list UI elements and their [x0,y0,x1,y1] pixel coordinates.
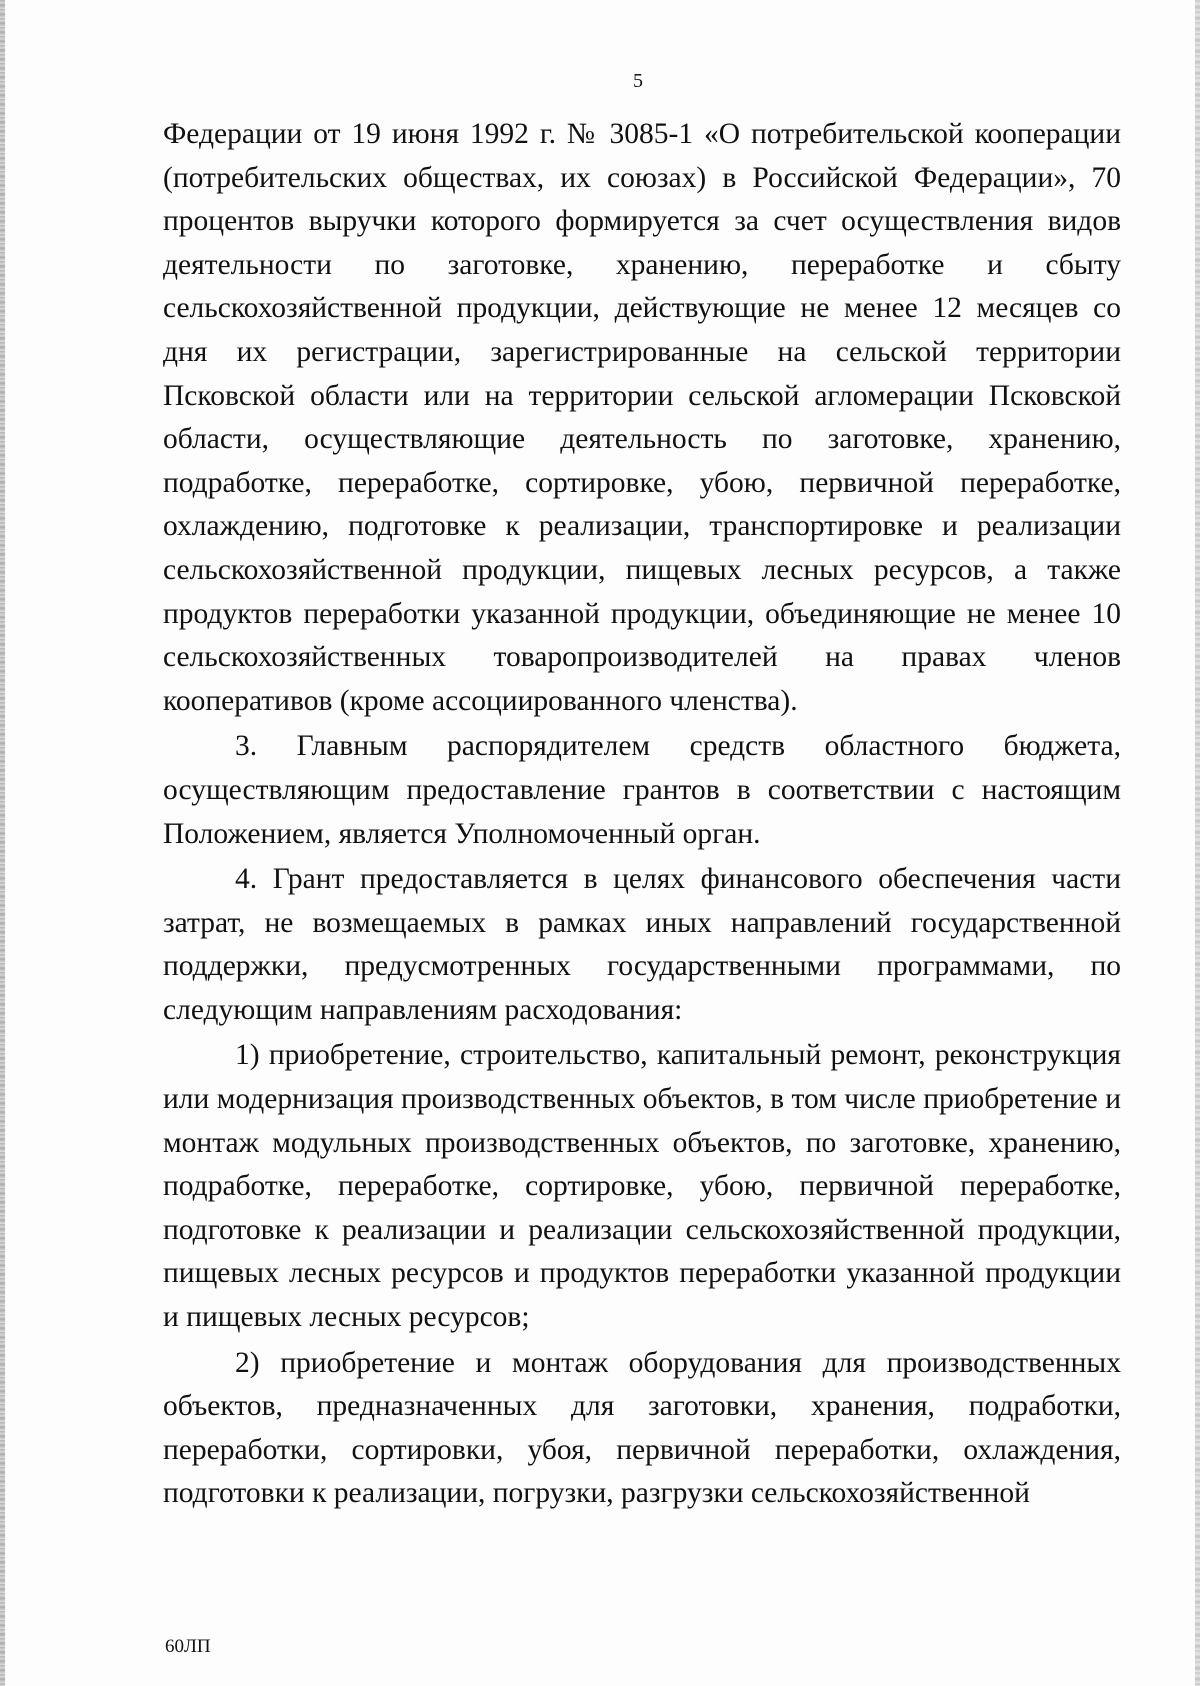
document-body [163,113,1121,1516]
paragraph-item-4: 4. Грант предоставляется в целях финансового обеспечения части затрат, не возмещаемых в рамках иных направлений государственной поддержки, предусмотренных государственными программами, по следующим направлениям расходования: [163,863,1121,1026]
paragraph-item-3: 3. Главным распорядителем средств областного бюджета, осуществляющим предоставление грантов в соответствии с настоящим Положением, является Уполномоченный орган. [163,730,1121,850]
scan-edge-left [0,0,5,1686]
paragraph-subitem-2: 2) приобретение и монтаж оборудования для производственных объектов, предназначенных для заготовки, хранения, подработки, переработки, сортировки, убоя, первичной переработки, охлаждения, подготовки к реализации, погрузки, разгрузки сельскохозяйственной [163,1346,1121,1510]
scan-edge-right [1195,0,1200,1686]
paragraph-continuation: Федерации от 19 июня 1992 г. № 3085-1 «О потребительской кооперации (потребительских обществах, их союзах) в Российской Федерации», 70 процентов выручки которого формируется за счет осуществления видов деятельности по заготовке, хранению, переработке и сбыту сельскохозяйственной продукции, действующие не менее 12 месяцев со дня их регистрации, зарегистрированные на сельской территории Псковской области или на территории сельской агломерации Псковской области, осуществляющие деятельность по заготовке, хранению, подработке, переработке, сортировке, убою, первичной переработке, охлаждению, подготовке к реализации, транспортировке и реализации сельскохозяйственной продукции, пищевых лесных ресурсов, а также продуктов переработки указанной продукции, объединяющие не менее 10 сельскохозяйственных товаропроизводителей на правах членов кооперативов (кроме ассоциированного членства). [163,118,1121,717]
paragraph-subitem-1: 1) приобретение, строительство, капитальный ремонт, реконструкция или модернизация производственных объектов, в том числе приобретение и монтаж модульных производственных объектов, по заготовке, хранению, подработке, переработке, сортировке, убою, первичной переработке, подготовке к реализации и реализации сельскохозяйственной продукции, пищевых лесных ресурсов и продуктов переработки указанной продукции и пищевых лесных ресурсов; [163,1039,1121,1334]
footer-code: 60ЛП [165,1636,211,1657]
page-number: 5 [633,70,643,92]
